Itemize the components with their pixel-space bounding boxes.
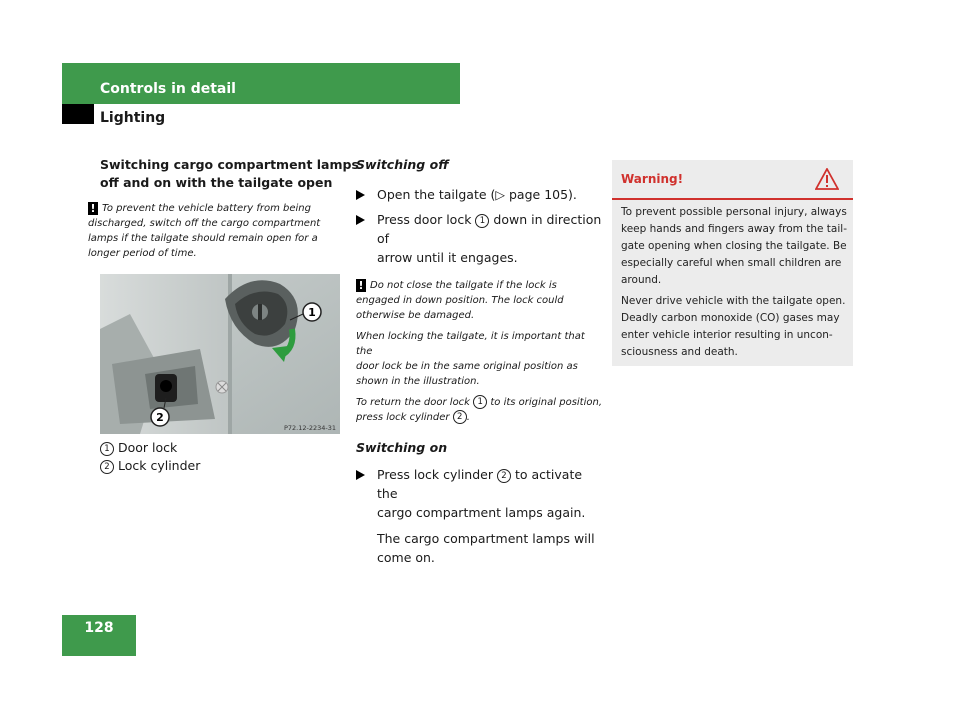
note-line: to its original position, [490, 397, 603, 408]
result-line: The cargo compartment lamps will [377, 531, 595, 546]
step-result [356, 529, 604, 567]
section-marker [62, 104, 94, 124]
note-line: To return the door lock [356, 397, 470, 408]
step-text: page 105). [509, 187, 577, 202]
warning-line: gate opening when closing the tailgate. Be [621, 240, 847, 252]
note-line: lamps if the tailgate should remain open for a [88, 233, 318, 244]
page-number: 128 [84, 620, 114, 636]
legend-label: Door lock [117, 440, 178, 455]
exclamation-icon: ! [356, 279, 366, 292]
note-line: door lock be in the same original position as [356, 361, 578, 372]
bullet-arrow-icon [356, 470, 365, 480]
callout-number: 2 [497, 469, 511, 483]
note-line: Do not close the tailgate if the lock is [370, 280, 557, 291]
step-text: to activate the [377, 467, 583, 501]
step-text: arrow until it engages. [377, 250, 518, 265]
page-ref-arrow-icon: ▷ [495, 187, 506, 202]
left-heading-line: off and on with the tailgate open [100, 175, 333, 190]
note-line: otherwise be damaged. [356, 310, 475, 321]
tailgate-lock-photo [100, 274, 340, 434]
callout-number: 1 [473, 395, 487, 409]
warning-line: Never drive vehicle with the tailgate open. [621, 295, 846, 307]
warning-line: keep hands and fingers away from the tail- [621, 223, 847, 235]
switching-off-heading: Switching off [356, 157, 449, 172]
step-open-tailgate [356, 185, 604, 204]
warning-line: enter vehicle interior resulting in uncon- [621, 329, 833, 341]
middle-column [356, 156, 604, 567]
warning-triangle-icon [815, 168, 839, 190]
step-press-door-lock [356, 210, 604, 267]
legend-label: Lock cylinder [117, 458, 201, 473]
note-line: longer period of time. [88, 248, 197, 259]
note-line: shown in the illustration. [356, 376, 480, 387]
bullet-arrow-icon [356, 215, 365, 225]
exclamation-icon: ! [88, 202, 98, 215]
step-text: Open the tailgate ( [377, 187, 496, 202]
step-text: cargo compartment lamps again. [377, 505, 586, 520]
left-heading-line: Switching cargo compartment lamps [100, 157, 359, 172]
warning-line: especially careful when small children are [621, 257, 842, 269]
bullet-arrow-icon [356, 190, 365, 200]
note-line: discharged, switch off the cargo compartment [88, 218, 321, 229]
callout-number: 2 [453, 410, 467, 424]
warning-line: To prevent possible personal injury, always [621, 206, 847, 218]
svg-text:1: 1 [308, 306, 316, 319]
warning-title: Warning! [621, 172, 684, 186]
chapter-title: Controls in detail [100, 81, 236, 97]
legend-item [100, 457, 200, 475]
callout-number: 2 [100, 460, 114, 474]
step-text: Press lock cylinder [377, 467, 493, 482]
svg-text:2: 2 [156, 411, 164, 424]
note-line: press lock cylinder [356, 412, 450, 423]
warning-line: around. [621, 274, 662, 286]
result-line: come on. [377, 550, 435, 565]
lock-caution-note: ! Do not close the tailgate if the lock is engaged in down position. The lock could otherwise be damaged. When locking the tailgate, it is important that the door lock be in the same original position as shown in the illustration. To return the door lock 1 to its original position, press lock cylinder 2 . [356, 279, 603, 423]
warning-divider [612, 198, 853, 200]
note-line: To prevent the vehicle battery from being [102, 203, 311, 214]
step-text: down in direction of [377, 212, 602, 246]
warning-line: sciousness and death. [621, 346, 738, 358]
section-title: Lighting [100, 110, 166, 126]
callout-number: 1 [475, 214, 489, 228]
warning-text [621, 204, 849, 361]
photo-code: P72.12-2234-31 [283, 424, 336, 432]
switching-on-heading: Switching on [356, 440, 448, 455]
warning-line: Deadly carbon monoxide (CO) gases may [621, 312, 840, 324]
photo-legend [100, 439, 200, 475]
note-line: When locking the tailgate, it is important that the [356, 331, 585, 357]
legend-item [100, 439, 200, 457]
note-line: engaged in down position. The lock could [356, 295, 564, 306]
left-heading [100, 156, 359, 192]
step-press-lock-cylinder [356, 465, 604, 522]
step-text: Press door lock [377, 212, 472, 227]
battery-note [88, 201, 344, 261]
callout-number: 1 [100, 442, 114, 456]
